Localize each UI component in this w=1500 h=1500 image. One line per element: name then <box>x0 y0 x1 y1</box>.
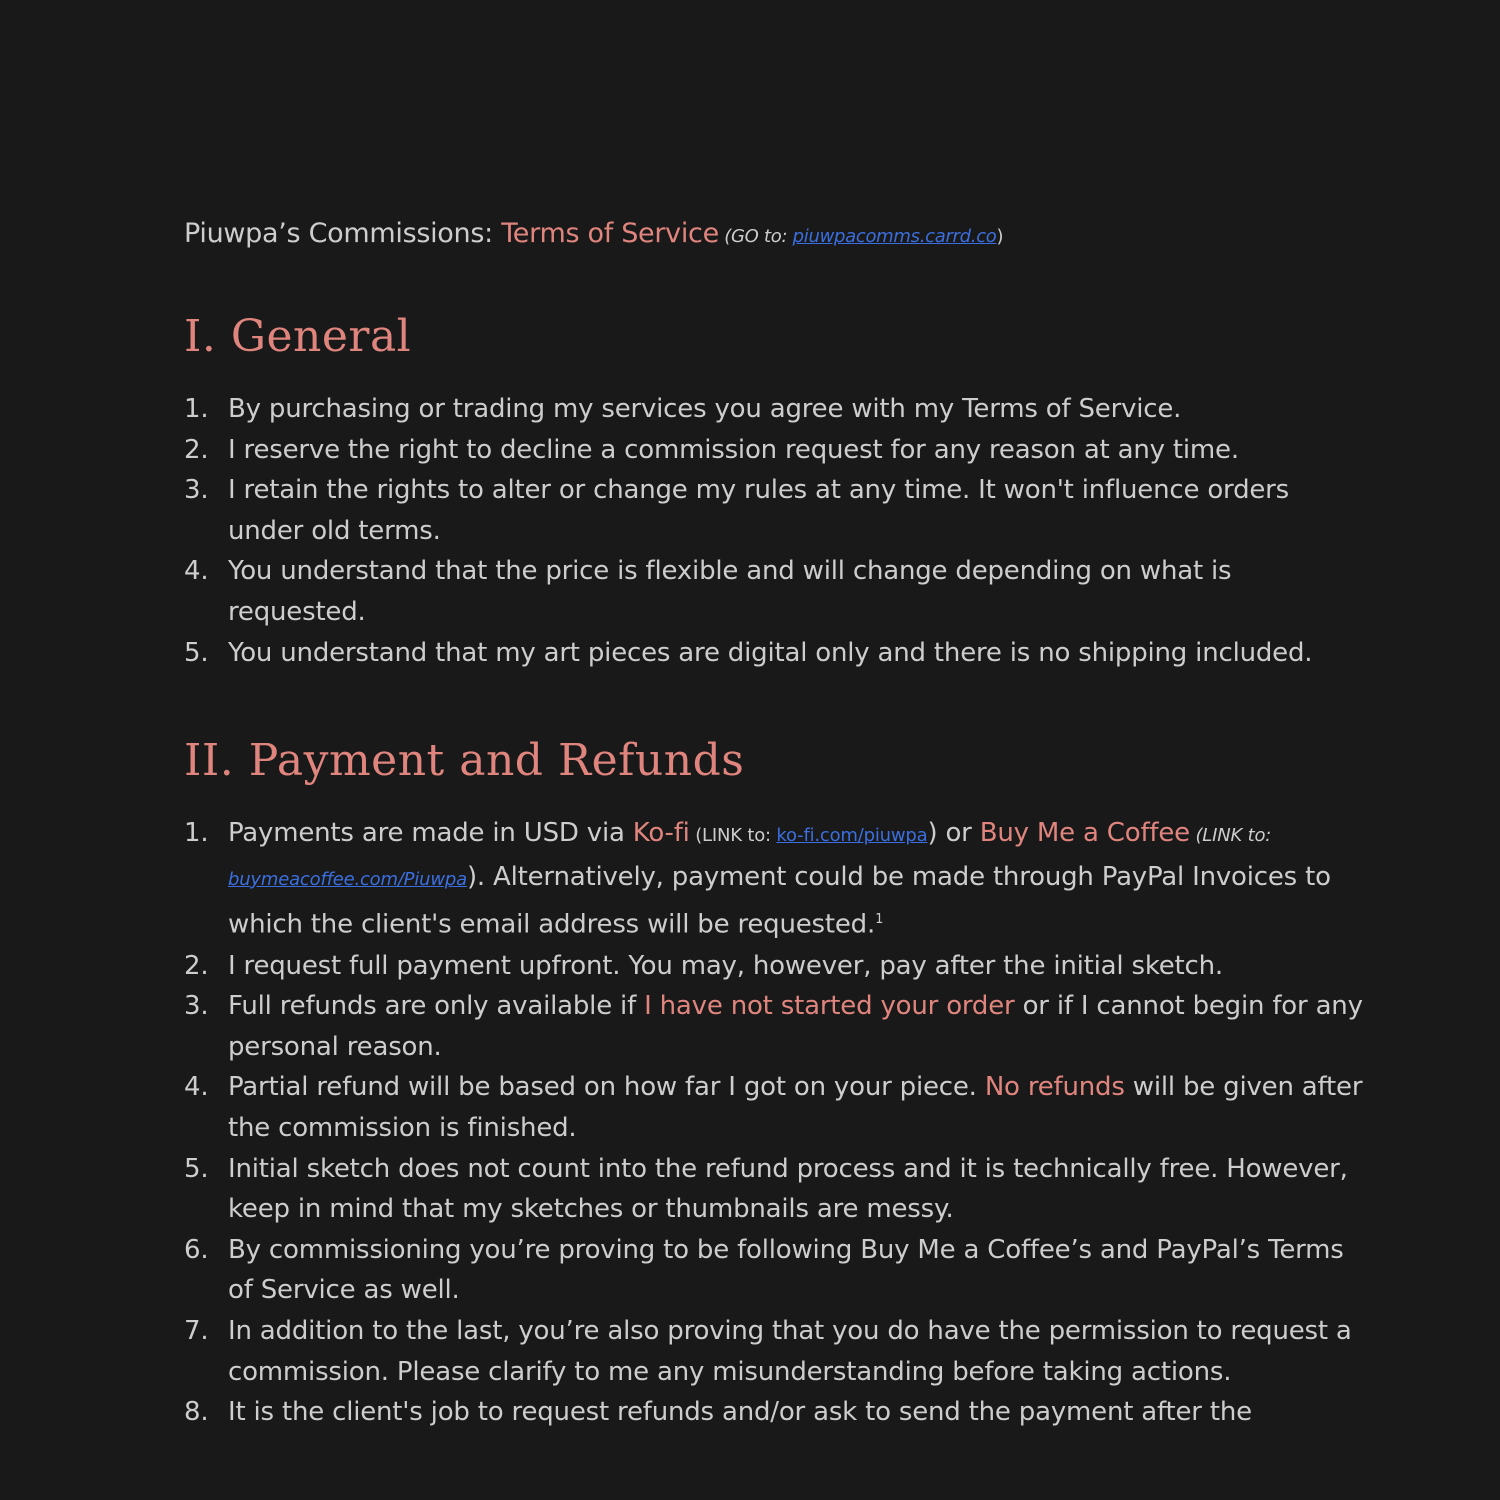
item-text: or if I cannot begin for any personal reason. <box>228 991 1363 1062</box>
paren-close: ) <box>996 226 1004 247</box>
document-page <box>184 212 1364 1433</box>
link-label: (LINK to: <box>689 825 777 847</box>
go-to-label: (GO to: <box>718 226 793 247</box>
list-item: 2. I reserve the right to decline a commission request for any reason at any time. <box>184 434 1239 465</box>
item-text: You understand that my art pieces are digital only and there is no shipping included. <box>228 637 1313 668</box>
link-label: (LINK to: <box>1189 825 1272 847</box>
list-item: 1. By purchasing or trading my services you agree with my Terms of Service. <box>184 394 1182 424</box>
kofi-link[interactable]: ko-fi.com/piuwpa <box>776 825 928 847</box>
item-highlight: I have not started your order <box>644 991 1015 1022</box>
list-item: 3. Full refunds are only available if I have not started your order or if I cannot begin for any personal reason. <box>184 991 1363 1062</box>
item-text: will be given after the commission is finished. <box>228 1072 1363 1143</box>
item-text: By purchasing or trading my services you agree with my Terms of Service. <box>228 394 1182 424</box>
item-text: It is the client's job to request refunds and/or ask to send the payment after the <box>228 1397 1252 1428</box>
item-text: By commissioning you’re proving to be following Buy Me a Coffee’s and PayPal’s Terms of Service as well. <box>228 1234 1344 1306</box>
list-item: 5. You understand that my art pieces are digital only and there is no shipping included. <box>184 637 1313 668</box>
section-heading-general: I. General <box>184 311 412 362</box>
payment-list <box>184 813 1364 1433</box>
list-item: 2. I request full payment upfront. You may, however, pay after the initial sketch. <box>184 950 1223 981</box>
item-text: I retain the rights to alter or change my rules at any time. It won't influence orders under old terms. <box>228 475 1290 546</box>
list-item: 8. It is the client's job to request refunds and/or ask to send the payment after the <box>184 1397 1252 1428</box>
footnote-ref[interactable]: 1 <box>875 912 884 928</box>
kofi-label: Ko-fi <box>632 818 690 849</box>
list-item: 3. I retain the rights to alter or change my rules at any time. It won't influence orders under old terms. <box>184 475 1290 546</box>
item-text: ) or <box>927 818 980 849</box>
list-item: 7. In addition to the last, you’re also proving that you do have the permission to request a commission. Please clarify to me any misunderstanding before taking actions. <box>184 1315 1352 1387</box>
list-item: 6. By commissioning you’re proving to be following Buy Me a Coffee’s and PayPal’s Terms of Service as well. <box>184 1234 1344 1306</box>
item-highlight: No refunds <box>984 1072 1125 1103</box>
item-text: ). Alternatively, payment could be made through PayPal Invoices to which the client's email address will be requested. <box>228 861 1331 940</box>
list-item: 4. You understand that the price is flexible and will change depending on what is requested. <box>184 556 1232 627</box>
carrd-link[interactable]: piuwpacomms.carrd.co <box>792 226 997 247</box>
item-text: You understand that the price is flexible and will change depending on what is requested. <box>228 556 1232 627</box>
bmac-link[interactable]: buymeacoffee.com/Piuwpa <box>228 868 467 890</box>
list-item: 4. Partial refund will be based on how far I got on your piece. No refunds will be given after the commission is finished. <box>184 1072 1363 1143</box>
item-text: I reserve the right to decline a commission request for any reason at any time. <box>228 434 1239 465</box>
title-accent: Terms of Service <box>501 218 719 249</box>
section-heading-payment: II. Payment and Refunds <box>184 735 745 787</box>
item-text: Full refunds are only available if <box>228 991 645 1022</box>
item-text: Initial sketch does not count into the refund process and it is technically free. However, keep in mind that my sketches or thumbnails are messy. <box>228 1153 1348 1225</box>
title-prefix: Piuwpa’s Commissions: <box>184 218 502 249</box>
list-item: 1. Payments are made in USD via Ko-fi (LINK to: ko-fi.com/piuwpa) or Buy Me a Coffee (LINK to: buymeacoffee.com/Piuwpa). Alternatively, payment could be made through PayPal Invoices to which the client's email address will be requested.$^1$ <box>184 818 1331 940</box>
bmac-label: Buy Me a Coffee <box>979 818 1190 849</box>
document-title <box>184 212 1364 259</box>
general-list <box>184 389 1364 673</box>
item-text: I request full payment upfront. You may, however, pay after the initial sketch. <box>228 950 1223 981</box>
list-item: 5. Initial sketch does not count into the refund process and it is technically free. However, keep in mind that my sketches or thumbnails are messy. <box>184 1153 1348 1225</box>
item-text: Payments are made in USD via <box>228 818 633 849</box>
item-text: In addition to the last, you’re also proving that you do have the permission to request a commission. Please clarify to me any misunderstanding before taking actions. <box>228 1315 1352 1387</box>
item-text: Partial refund will be based on how far I got on your piece. <box>228 1072 985 1103</box>
